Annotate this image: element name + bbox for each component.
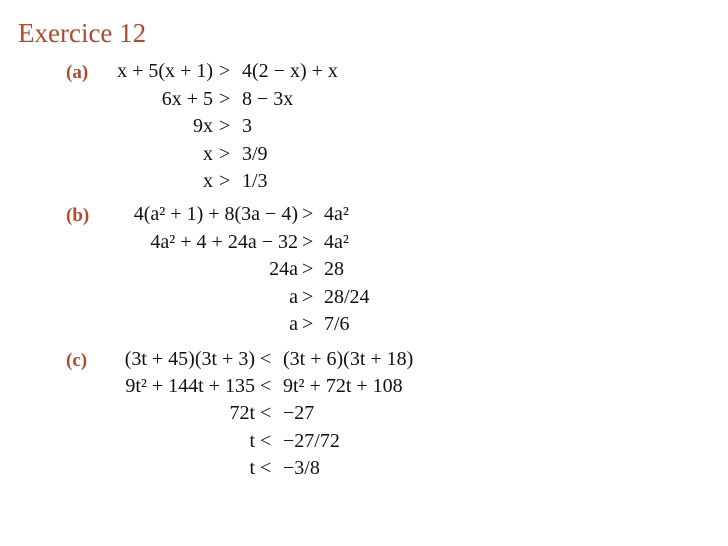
equation-relation: <: [260, 457, 272, 479]
part-b-label: (b): [66, 205, 90, 226]
equation-rhs: 4(2 − x) + x: [242, 60, 338, 82]
part-c-label: (c): [66, 350, 88, 371]
equation-relation: >: [219, 88, 231, 110]
equation-relation: <: [260, 430, 272, 452]
equation-lhs: 24a: [269, 258, 298, 280]
equation-lhs: 9t² + 144t + 135: [125, 375, 255, 397]
equation-rhs: (3t + 6)(3t + 18): [283, 348, 414, 370]
equation-rhs: 3: [242, 115, 252, 137]
equation-rhs: 4a²: [324, 231, 349, 253]
equation-relation: >: [302, 286, 314, 308]
equation-relation: <: [260, 402, 272, 424]
equation-relation: >: [219, 60, 231, 82]
equation-lhs: t: [249, 430, 255, 452]
equation-relation: <: [260, 375, 272, 397]
equation-relation: >: [302, 313, 314, 335]
equation-lhs: t: [249, 457, 255, 479]
equation-rhs: 4a²: [324, 203, 349, 225]
equation-rhs: 28/24: [324, 286, 370, 308]
equation-rhs: 3/9: [242, 143, 268, 165]
equation-lhs: x + 5(x + 1): [117, 60, 213, 82]
equation-relation: >: [302, 203, 314, 225]
equation-lhs: a: [289, 313, 298, 335]
equation-lhs: 4(a² + 1) + 8(3a − 4): [133, 203, 298, 225]
equation-relation: >: [219, 170, 231, 192]
equation-lhs: 72t: [229, 402, 255, 424]
equation-lhs: x: [203, 170, 213, 192]
equation-rhs: 28: [324, 258, 344, 280]
equation-relation: >: [302, 231, 314, 253]
equation-lhs: x: [203, 143, 213, 165]
equation-lhs: (3t + 45)(3t + 3): [124, 348, 255, 370]
equation-lhs: 4a² + 4 + 24a − 32: [150, 231, 298, 253]
equation-rhs: −3/8: [283, 457, 320, 479]
equation-relation: >: [302, 258, 314, 280]
exercise-title: Exercice 12: [18, 18, 147, 48]
equation-rhs: 8 − 3x: [242, 88, 294, 110]
equation-lhs: a: [289, 286, 298, 308]
equation-rhs: 9t² + 72t + 108: [283, 375, 403, 397]
equation-rhs: −27: [283, 402, 315, 424]
equation-rhs: 1/3: [242, 170, 268, 192]
equation-relation: >: [219, 115, 231, 137]
part-a-label: (a): [66, 62, 89, 83]
equation-lhs: 9x: [193, 115, 213, 137]
equation-rhs: −27/72: [283, 430, 340, 452]
equation-lhs: 6x + 5: [161, 88, 213, 110]
equation-relation: <: [260, 348, 272, 370]
equation-relation: >: [219, 143, 231, 165]
equation-rhs: 7/6: [324, 313, 350, 335]
